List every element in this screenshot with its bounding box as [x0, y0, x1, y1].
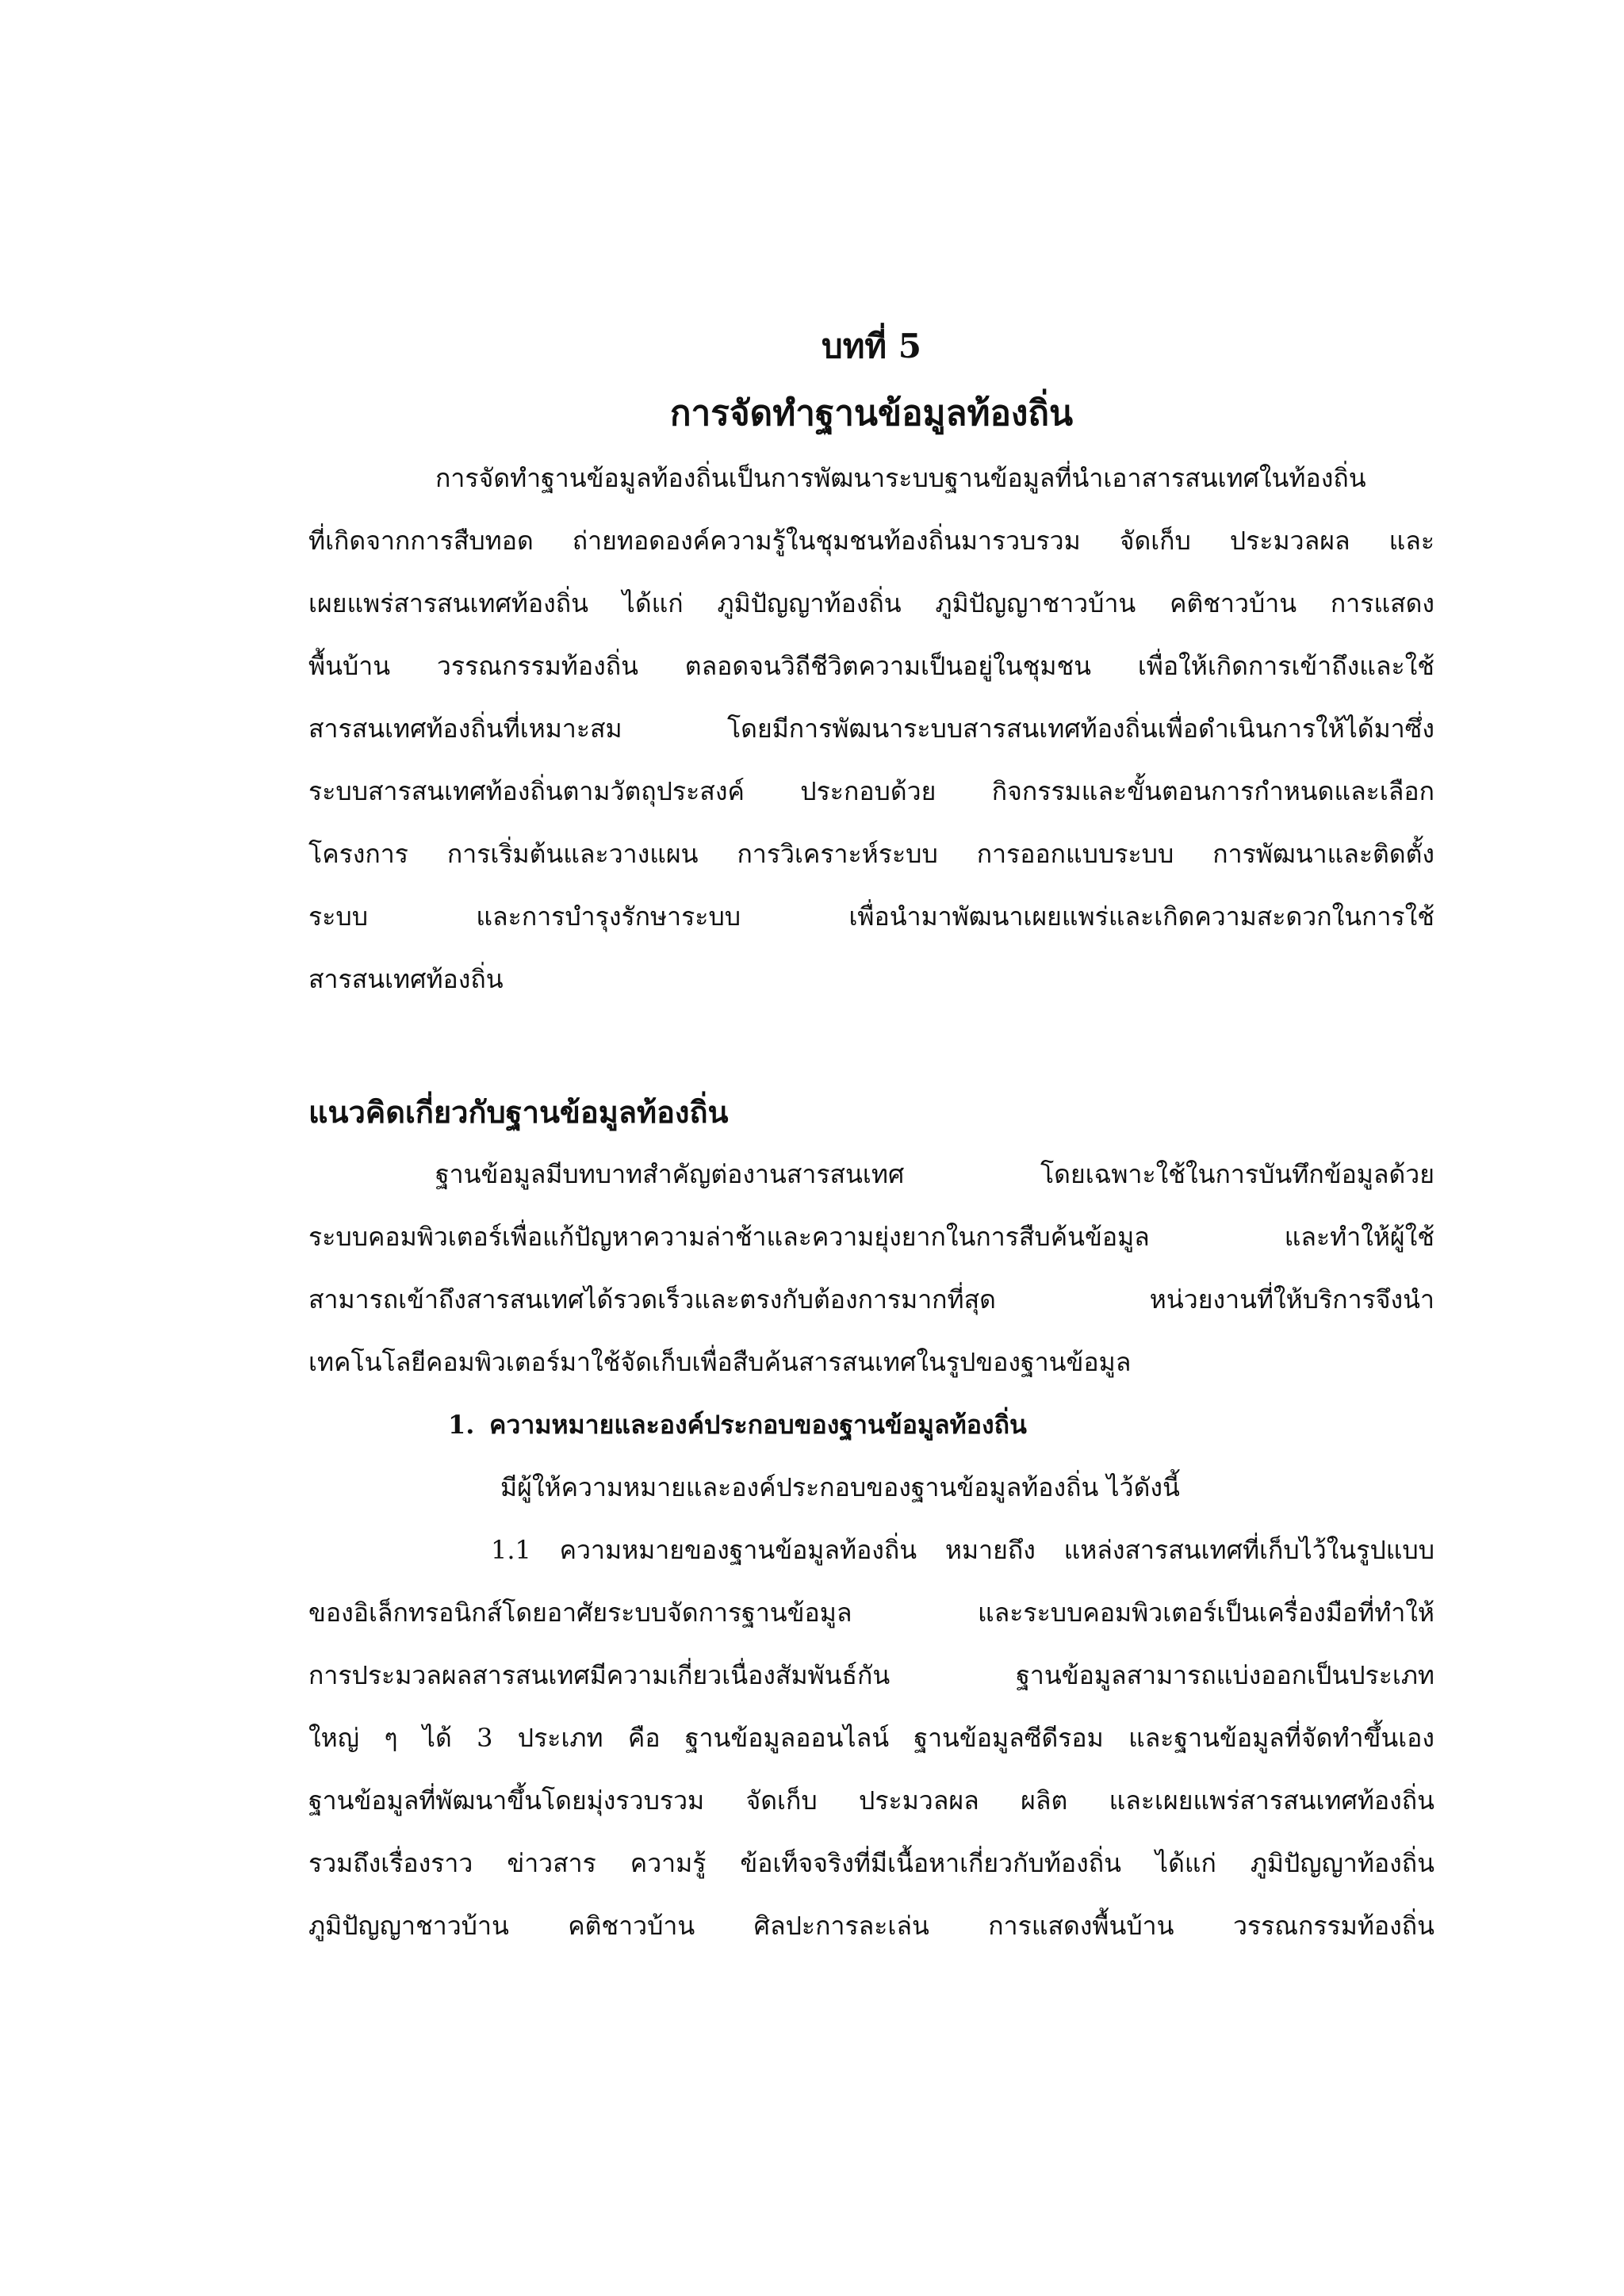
paragraph-line: การจัดทำฐานข้อมูลท้องถิ่นเป็นการพัฒนาระบบฐานข้อมูลที่นำเอาสารสนเทศในท้องถิ่น	[435, 463, 1366, 493]
paragraph-line: ของอิเล็กทรอนิกส์โดยอาศัยระบบจัดการฐานข้อมูล และระบบคอมพิวเตอร์เป็นเครื่องมือที่ทำให้	[308, 1598, 1434, 1628]
subsection-title: ความหมายและองค์ประกอบของฐานข้อมูลท้องถิ่น	[489, 1410, 1027, 1440]
paragraph-line: สารสนเทศท้องถิ่น	[308, 964, 504, 994]
paragraph-line: ที่เกิดจากการสืบทอด ถ่ายทอดองค์ความรู้ในชุมชนท้องถิ่นมารวบรวม จัดเก็บ ประมวลผล และ	[308, 526, 1434, 556]
subsection-number: 1.	[448, 1410, 475, 1440]
paragraph-line: สารสนเทศท้องถิ่นที่เหมาะสม โดยมีการพัฒนาระบบสารสนเทศท้องถิ่นเพื่อดำเนินการให้ได้มาซึ่ง	[308, 714, 1434, 744]
paragraph-line: ภูมิปัญญาชาวบ้าน คติชาวบ้าน ศิลปะการละเล่น การแสดงพื้นบ้าน วรรณกรรมท้องถิ่น	[308, 1911, 1434, 1941]
paragraph-line: ฐานข้อมูลมีบทบาทสำคัญต่องานสารสนเทศ โดยเฉพาะใช้ในการบันทึกข้อมูลด้วย	[435, 1159, 1434, 1189]
paragraph-line: สามารถเข้าถึงสารสนเทศได้รวดเร็วและตรงกับต้องการมากที่สุด หน่วยงานที่ให้บริการจึงนำ	[308, 1284, 1434, 1314]
subsection-intro: มีผู้ให้ความหมายและองค์ประกอบของฐานข้อมูลท้องถิ่น ไว้ดังนี้	[500, 1472, 1180, 1502]
paragraph-line: โครงการ การเริ่มต้นและวางแผน การวิเคราะห์ระบบ การออกแบบระบบ การพัฒนาและติดตั้ง	[308, 839, 1434, 869]
paragraph-line: เทคโนโลยีคอมพิวเตอร์มาใช้จัดเก็บเพื่อสืบค้นสารสนเทศในรูปของฐานข้อมูล	[308, 1347, 1132, 1377]
page-content	[308, 317, 1434, 1957]
paragraph-line: ระบบสารสนเทศท้องถิ่นตามวัตถุประสงค์ ประกอบด้วย กิจกรรมและขั้นตอนการกำหนดและเลือก	[308, 776, 1434, 806]
paragraph-line: เผยแพร่สารสนเทศท้องถิ่น ได้แก่ ภูมิปัญญาท้องถิ่น ภูมิปัญญาชาวบ้าน คติชาวบ้าน การแสดง	[308, 588, 1434, 618]
chapter-number: บทที่ 5	[822, 327, 921, 365]
subsection-paragraph	[308, 1519, 1434, 1957]
paragraph-line: พื้นบ้าน วรรณกรรมท้องถิ่น ตลอดจนวิถีชีวิตความเป็นอยู่ในชุมชน เพื่อให้เกิดการเข้าถึงและใช้	[308, 651, 1434, 681]
chapter-title: การจัดทำฐานข้อมูลท้องถิ่น	[669, 393, 1074, 434]
paragraph-line: ฐานข้อมูลที่พัฒนาขึ้นโดยมุ่งรวบรวม จัดเก็บ ประมวลผล ผลิต และเผยแพร่สารสนเทศท้องถิ่น	[308, 1785, 1434, 1816]
subsection-heading	[308, 1394, 1434, 1456]
section-heading: แนวคิดเกี่ยวกับฐานข้อมูลท้องถิ่น	[308, 1094, 729, 1130]
section-paragraph	[308, 1143, 1434, 1394]
intro-paragraph	[308, 447, 1434, 1011]
paragraph-line: ใหญ่ ๆ ได้ 3 ประเภท คือ ฐานข้อมูลออนไลน์ ฐานข้อมูลซีดีรอม และฐานข้อมูลที่จัดทำขึ้นเอง	[308, 1723, 1434, 1753]
paragraph-line: ระบบ และการบำรุงรักษาระบบ เพื่อนำมาพัฒนาเผยแพร่และเกิดความสะดวกในการใช้	[308, 901, 1434, 932]
paragraph-line: รวมถึงเรื่องราว ข่าวสาร ความรู้ ข้อเท็จจริงที่มีเนื้อหาเกี่ยวกับท้องถิ่น ได้แก่ ภูมิปัญญาท้องถิ่น	[308, 1848, 1434, 1878]
paragraph-line: 1.1 ความหมายของฐานข้อมูลท้องถิ่น หมายถึง แหล่งสารสนเทศที่เก็บไว้ในรูปแบบ	[491, 1535, 1434, 1565]
paragraph-line: การประมวลผลสารสนเทศมีความเกี่ยวเนื่องสัมพันธ์กัน ฐานข้อมูลสามารถแบ่งออกเป็นประเภท	[308, 1660, 1434, 1690]
paragraph-line: ระบบคอมพิวเตอร์เพื่อแก้ปัญหาความล่าช้าและความยุ่งยากในการสืบค้นข้อมูล และทำให้ผู้ใช้	[308, 1222, 1434, 1252]
